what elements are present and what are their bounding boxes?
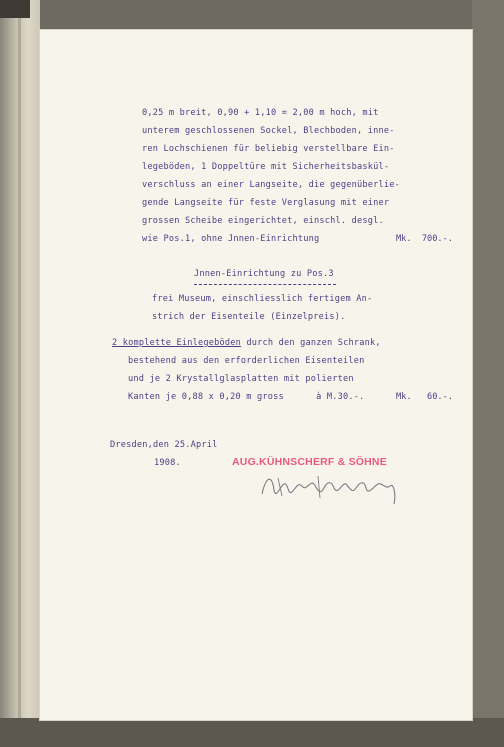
bottom-shadow [0, 718, 504, 747]
handwritten-signature [258, 466, 408, 506]
company-stamp: AUG.KÜHNSCHERF & SÖHNE [232, 456, 387, 468]
body-line: 0,25 m breit, 0,90 + 1,10 = 2,00 m hoch, mit [142, 108, 379, 118]
year: 1908. [154, 458, 181, 468]
item-line: und je 2 Krystallglasplatten mit polierten [128, 374, 354, 384]
section-line: frei Museum, einschliesslich fertigem An- [152, 294, 373, 304]
place-date: Dresden,den 25.April [110, 440, 218, 450]
price-position-1: Mk. 700.-. [396, 234, 453, 244]
body-line: wie Pos.1, ohne Jnnen-Einrichtung [142, 234, 320, 244]
body-line: legeböden, 1 Doppeltüre mit Sicherheitsbaskül- [142, 162, 390, 172]
body-line: gende Langseite für feste Verglasung mit einer [142, 198, 390, 208]
item-first-line [112, 338, 381, 348]
body-line: unterem geschlossenen Sockel, Blechboden, inne- [142, 126, 395, 136]
section-heading: Jnnen-Einrichtung zu Pos.3 [194, 269, 334, 279]
item-lead: 2 komplette Einlegeböden [112, 338, 241, 348]
price-item: Mk. 60.-. [396, 392, 453, 402]
item-line: Kanten je 0,88 x 0,20 m gross à M.30.-. [128, 392, 365, 402]
document-sheet [40, 30, 472, 720]
item-line: bestehend aus den erforderlichen Eisenteilen [128, 356, 365, 366]
heading-rule [194, 284, 336, 286]
body-line: verschluss an einer Langseite, die gegenüberlie- [142, 180, 400, 190]
section-line: strich der Eisenteile (Einzelpreis). [152, 312, 346, 322]
item-rest: durch den ganzen Schrank, [240, 338, 381, 348]
binding-tab [0, 0, 30, 18]
right-shadow [472, 0, 504, 747]
body-line: grossen Scheibe eingerichtet, einschl. desgl. [142, 216, 384, 226]
body-line: ren Lochschienen für beliebig verstellbare Ein- [142, 144, 395, 154]
binding-edge [0, 0, 40, 747]
